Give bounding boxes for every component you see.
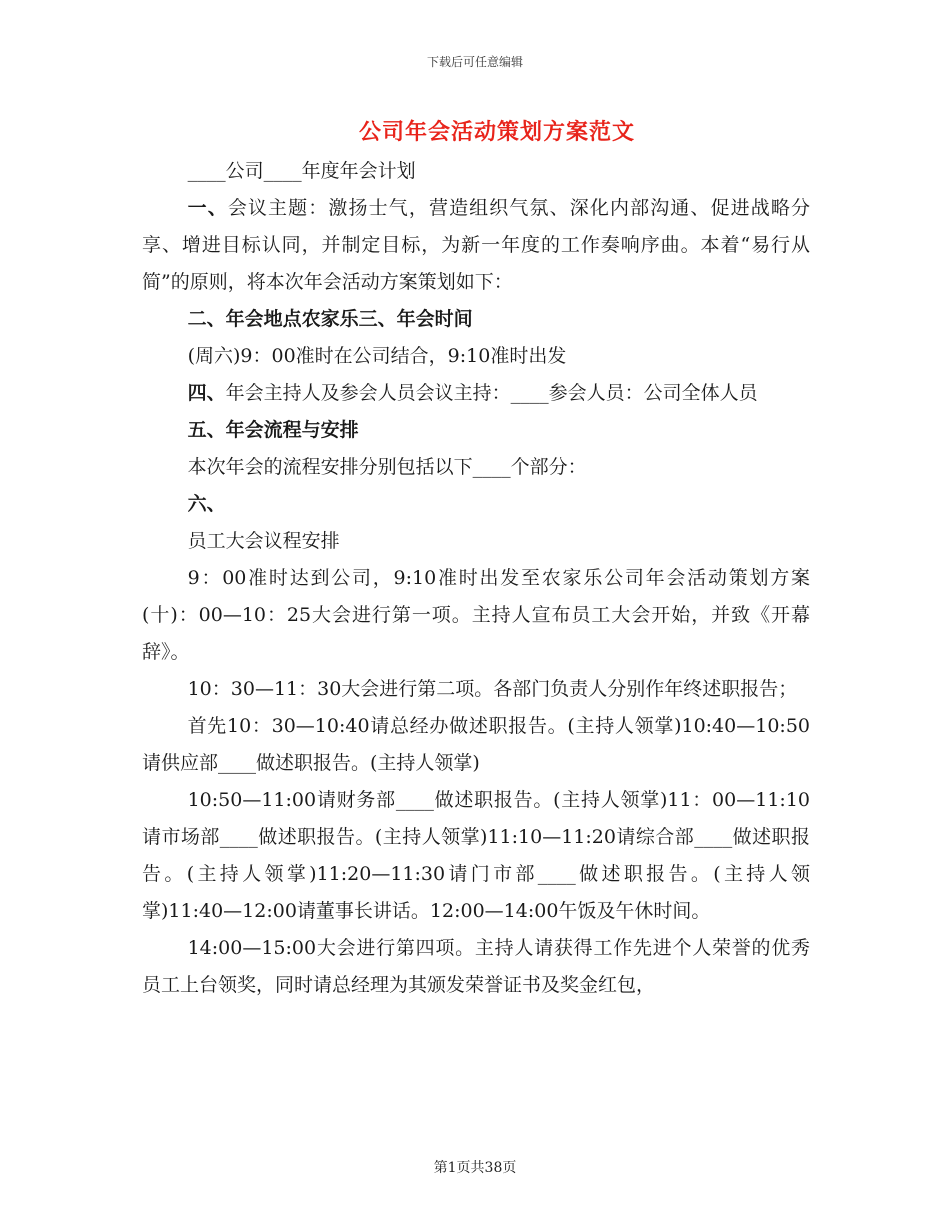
page-number: 第1页共38页 — [433, 1160, 517, 1176]
paragraph-agenda-item-3: 首先10：30—10:40请总经办做述职报告。(主持人领掌)10:40—10:50请供应部____做述职报告。(主持人领掌) — [142, 715, 810, 774]
paragraph-staff-agenda: 员工大会议程安排 — [187, 530, 340, 552]
paragraph-host-attendees: 四、年会主持人及参会人员会议主持：____参会人员：公司全体人员 — [187, 382, 758, 404]
paragraph-departure-time: (周六)9：00准时在公司结合，9:10准时出发 — [187, 345, 567, 367]
heading-six: 六、 — [187, 493, 226, 515]
paragraph-agenda-item-4: 10:50—11:00请财务部____做述职报告。(主持人领掌)11：00—11:10请市场部____做述职报告。(主持人领掌)11:10—11:20请综合部____做述职报告。(主持人领掌)11:20—11:30请门市部____做述职报告。(主持人领掌)11:40—12:00请董事长讲话。12:00—14:00午饭及午休时间。 — [142, 789, 810, 922]
document-title: 公司年会活动策划方案范文 — [358, 119, 635, 145]
heading-location-time: 二、年会地点农家乐三、年会时间 — [187, 308, 473, 330]
paragraph-company-plan: ____公司____年度年会计划 — [187, 160, 416, 182]
paragraph-agenda-item-2: 10：30—11：30大会进行第二项。各部门负责人分别作年终述职报告； — [187, 678, 798, 700]
document-body — [142, 153, 810, 1004]
page-header-note: 下载后可任意编辑 — [426, 55, 523, 69]
heading-process: 五、年会流程与安排 — [187, 419, 359, 441]
paragraph-process-parts: 本次年会的流程安排分别包括以下____个部分： — [187, 456, 587, 478]
paragraph-agenda-item-1: 9：00准时达到公司，9:10准时出发至农家乐公司年会活动策划方案(十)：00—10：25大会进行第一项。主持人宣布员工大会开始，并致《开幕辞》。 — [142, 567, 810, 663]
paragraph-agenda-item-5: 14:00—15:00大会进行第四项。主持人请获得工作先进个人荣誉的优秀员工上台领奖，同时请总经理为其颁发荣誉证书及奖金红包， — [142, 937, 810, 996]
paragraph-meeting-theme: 一、会议主题：激扬士气，营造组织气氛、深化内部沟通、促进战略分享、增进目标认同，并制定目标，为新一年度的工作奏响序曲。本着“易行从简”的原则，将本次年会活动方案策划如下： — [142, 197, 810, 293]
